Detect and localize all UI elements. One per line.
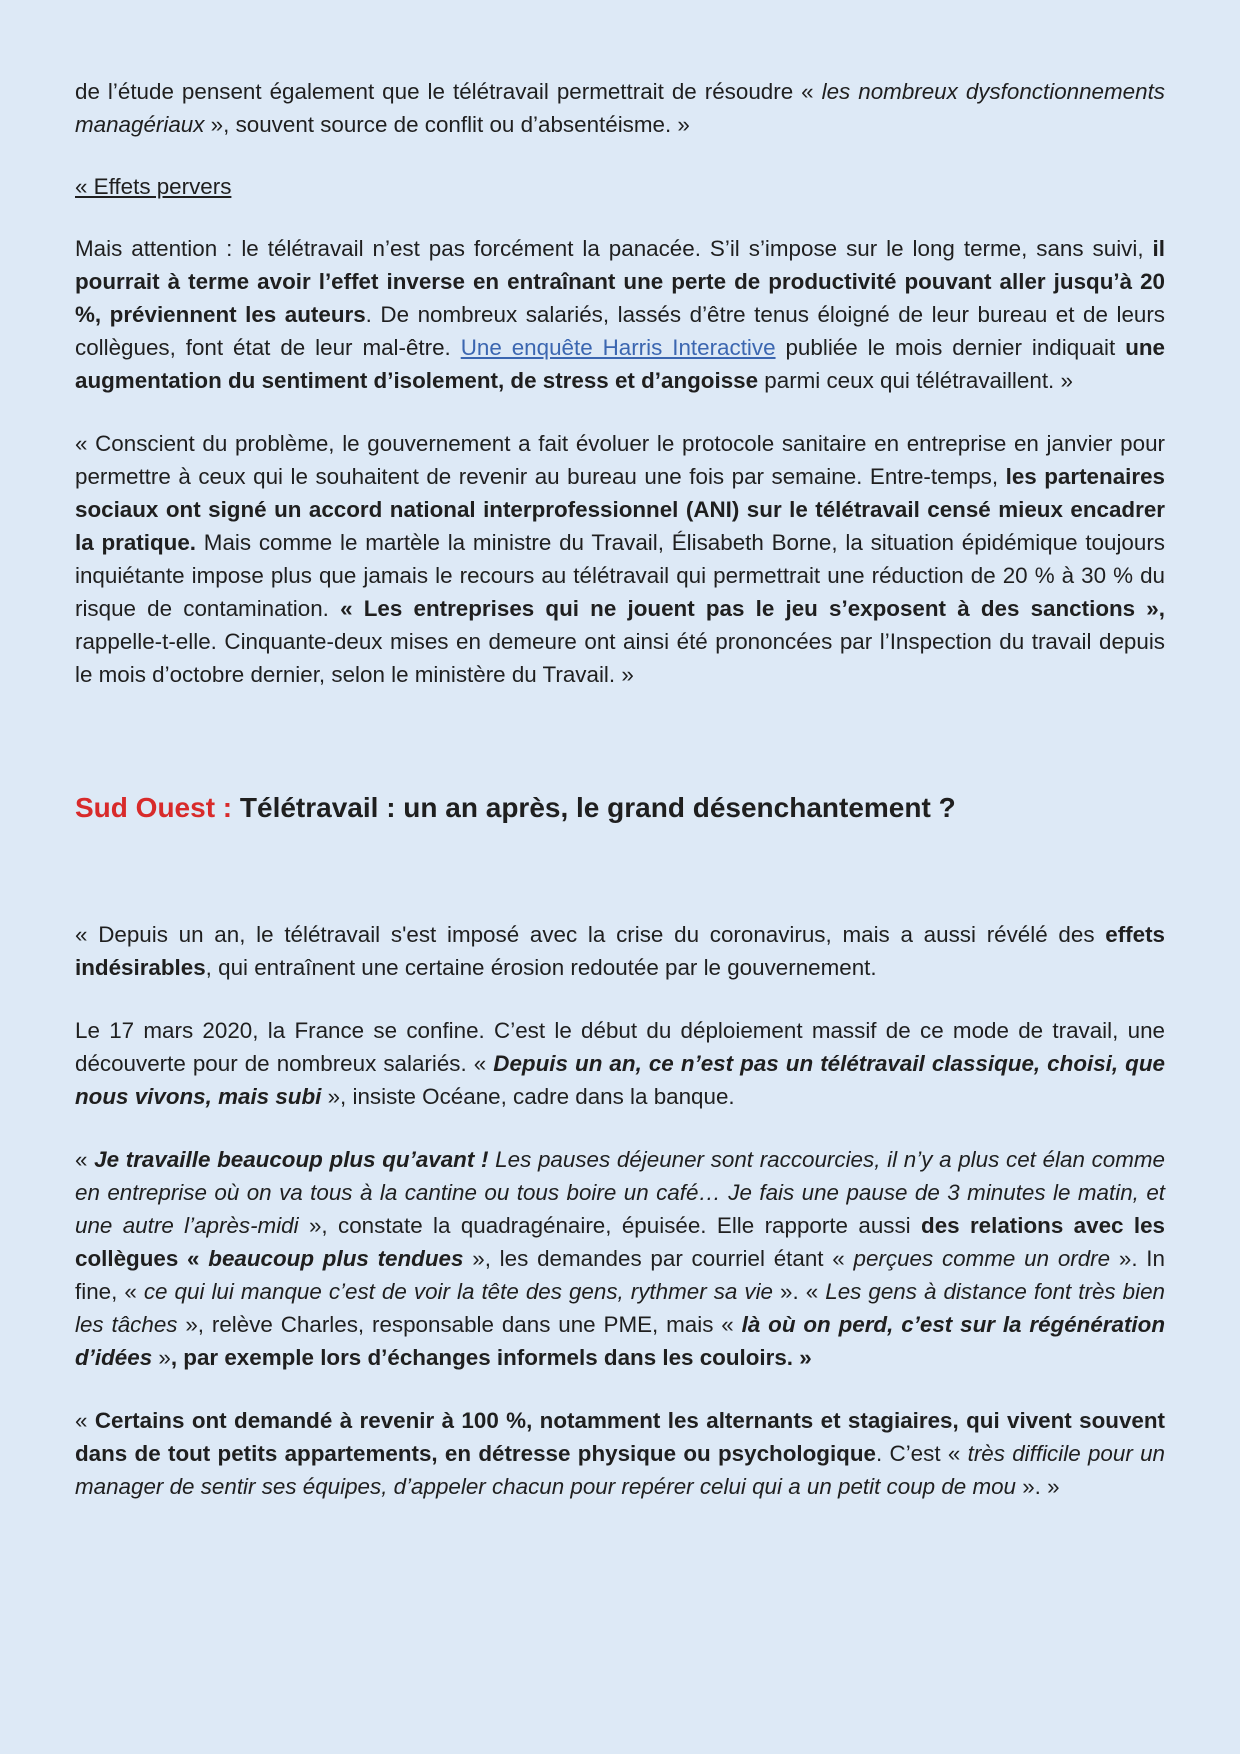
text: « bbox=[75, 1147, 95, 1172]
bold-text: il pourrait à terme avoir l’effet inverse en entraînant une perte de productivité pouvant aller jusqu’à 20 %, préviennent les auteurs bbox=[75, 236, 1165, 327]
text: ». In fine, « bbox=[75, 1246, 1165, 1304]
italic-quote: ce qui lui manque c’est de voir la tête des gens, rythmer sa vie bbox=[143, 1279, 774, 1304]
italic-quote: Les gens à distance font très bien les tâches bbox=[75, 1279, 1165, 1337]
headline-title: Télétravail : un an après, le grand désenchantement ? bbox=[232, 792, 956, 823]
bold-text: une augmentation du sentiment d’isolement, de stress et d’angoisse bbox=[75, 335, 1165, 393]
text: rappelle-t-elle. Cinquante-deux mises en demeure ont ainsi été prononcées par l’Inspection du travail depuis le mois d’octobre dernier, selon le ministère du Travail. » bbox=[75, 629, 1165, 687]
paragraph-intro-continuation bbox=[75, 75, 1165, 141]
text: « bbox=[75, 1408, 95, 1433]
text: ». « bbox=[773, 1279, 826, 1304]
bold-italic-quote: beaucoup plus tendues bbox=[208, 1246, 464, 1271]
text: « Conscient du problème, le gouvernement a fait évoluer le protocole sanitaire en entreprise en janvier pour permettre à ceux qui le souhaitent de revenir au bureau une fois par semaine. Entre-temps, bbox=[75, 431, 1165, 489]
paragraph-gouvernement bbox=[75, 427, 1165, 691]
bold-italic-quote: là où on perd, c’est sur la régénération d’idées bbox=[75, 1312, 1165, 1370]
bold-italic-quote: Depuis un an, ce n’est pas un télétravail classique, choisi, que nous vivons, mais subi bbox=[75, 1051, 1165, 1109]
text: , qui entraînent une certaine érosion redoutée par le gouvernement. bbox=[205, 955, 877, 980]
harris-interactive-link[interactable]: Une enquête Harris Interactive bbox=[460, 335, 776, 360]
text: Le 17 mars 2020, la France se confine. C’est le début du déploiement massif de ce mode de travail, une découverte pour de nombreux salariés. « bbox=[75, 1018, 1165, 1076]
text: », constate la quadragénaire, épuisée. Elle rapporte aussi bbox=[298, 1213, 922, 1238]
text: », souvent source de conflit ou d’absentéisme. » bbox=[204, 112, 690, 137]
text: Mais attention : le télétravail n’est pas forcément la panacée. S’il s’impose sur le long terme, sans suivi, bbox=[75, 236, 1153, 261]
headline-source: Sud Ouest : bbox=[75, 792, 233, 823]
article-headline bbox=[75, 788, 1165, 828]
bold-text: effets indésirables bbox=[75, 922, 1165, 980]
quote-italic: les nombreux dysfonctionnements managériaux bbox=[75, 79, 1165, 137]
paragraph-temoignages bbox=[75, 1143, 1165, 1374]
italic-quote: Les pauses déjeuner sont raccourcies, il n’y a plus cet élan comme en entreprise où on va tous à la cantine ou tous boire un café… Je fais une pause de 3 minutes le matin, et une autre l’après-midi bbox=[75, 1147, 1165, 1238]
bold-text: des relations avec les collègues « bbox=[75, 1213, 1165, 1271]
text: de l’étude pensent également que le télétravail permettrait de résoudre « bbox=[75, 79, 822, 104]
italic-quote: très difficile pour un manager de sentir ses équipes, d’appeler chacun pour repérer celui qui a un petit coup de mou bbox=[75, 1441, 1165, 1499]
text: Mais comme le martèle la ministre du Travail, Élisabeth Borne, la situation épidémique toujours inquiétante impose plus que jamais le recours au télétravail qui permettrait une réduction de 20 % à 30 % du risque de contamination. bbox=[75, 530, 1165, 621]
section-subheading: « Effets pervers bbox=[75, 174, 232, 199]
bold-text: Certains ont demandé à revenir à 100 %, notamment les alternants et stagiaires, qui vivent souvent dans de tout petits appartements, en détresse physique ou psychologique bbox=[75, 1408, 1165, 1466]
text: « Depuis un an, le télétravail s'est imposé avec la crise du coronavirus, mais a aussi révélé des bbox=[75, 922, 1106, 947]
text: », relève Charles, responsable dans une PME, mais « bbox=[177, 1312, 742, 1337]
text: ». » bbox=[1016, 1474, 1060, 1499]
paragraph-confinement bbox=[75, 1014, 1165, 1113]
bold-text: , par exemple lors d’échanges informels dans les couloirs. » bbox=[170, 1345, 812, 1370]
paragraph-depuis-un-an bbox=[75, 918, 1165, 984]
bold-quote: « Les entreprises qui ne jouent pas le jeu s’exposent à des sanctions », bbox=[340, 596, 1165, 621]
bold-text: les partenaires sociaux ont signé un accord national interprofessionnel (ANI) sur le télétravail censé mieux encadrer la pratique. bbox=[75, 464, 1165, 555]
text: . De nombreux salariés, lassés d’être tenus éloigné de leur bureau et de leurs collègues, font état de leur mal-être. bbox=[75, 302, 1165, 360]
italic-quote: perçues comme un ordre bbox=[853, 1246, 1111, 1271]
text: parmi ceux qui télétravaillent. » bbox=[758, 368, 1073, 393]
paragraph-effets-pervers bbox=[75, 232, 1165, 397]
paragraph-retour-bureau bbox=[75, 1404, 1165, 1503]
text: » bbox=[152, 1345, 171, 1370]
bold-italic-quote: Je travaille beaucoup plus qu’avant ! bbox=[94, 1147, 489, 1172]
text: » bbox=[463, 1246, 485, 1271]
text: publiée le mois dernier indiquait bbox=[775, 335, 1126, 360]
text: , les demandes par courriel étant « bbox=[484, 1246, 854, 1271]
text: . C’est « bbox=[876, 1441, 968, 1466]
text: », insiste Océane, cadre dans la banque. bbox=[321, 1084, 735, 1109]
